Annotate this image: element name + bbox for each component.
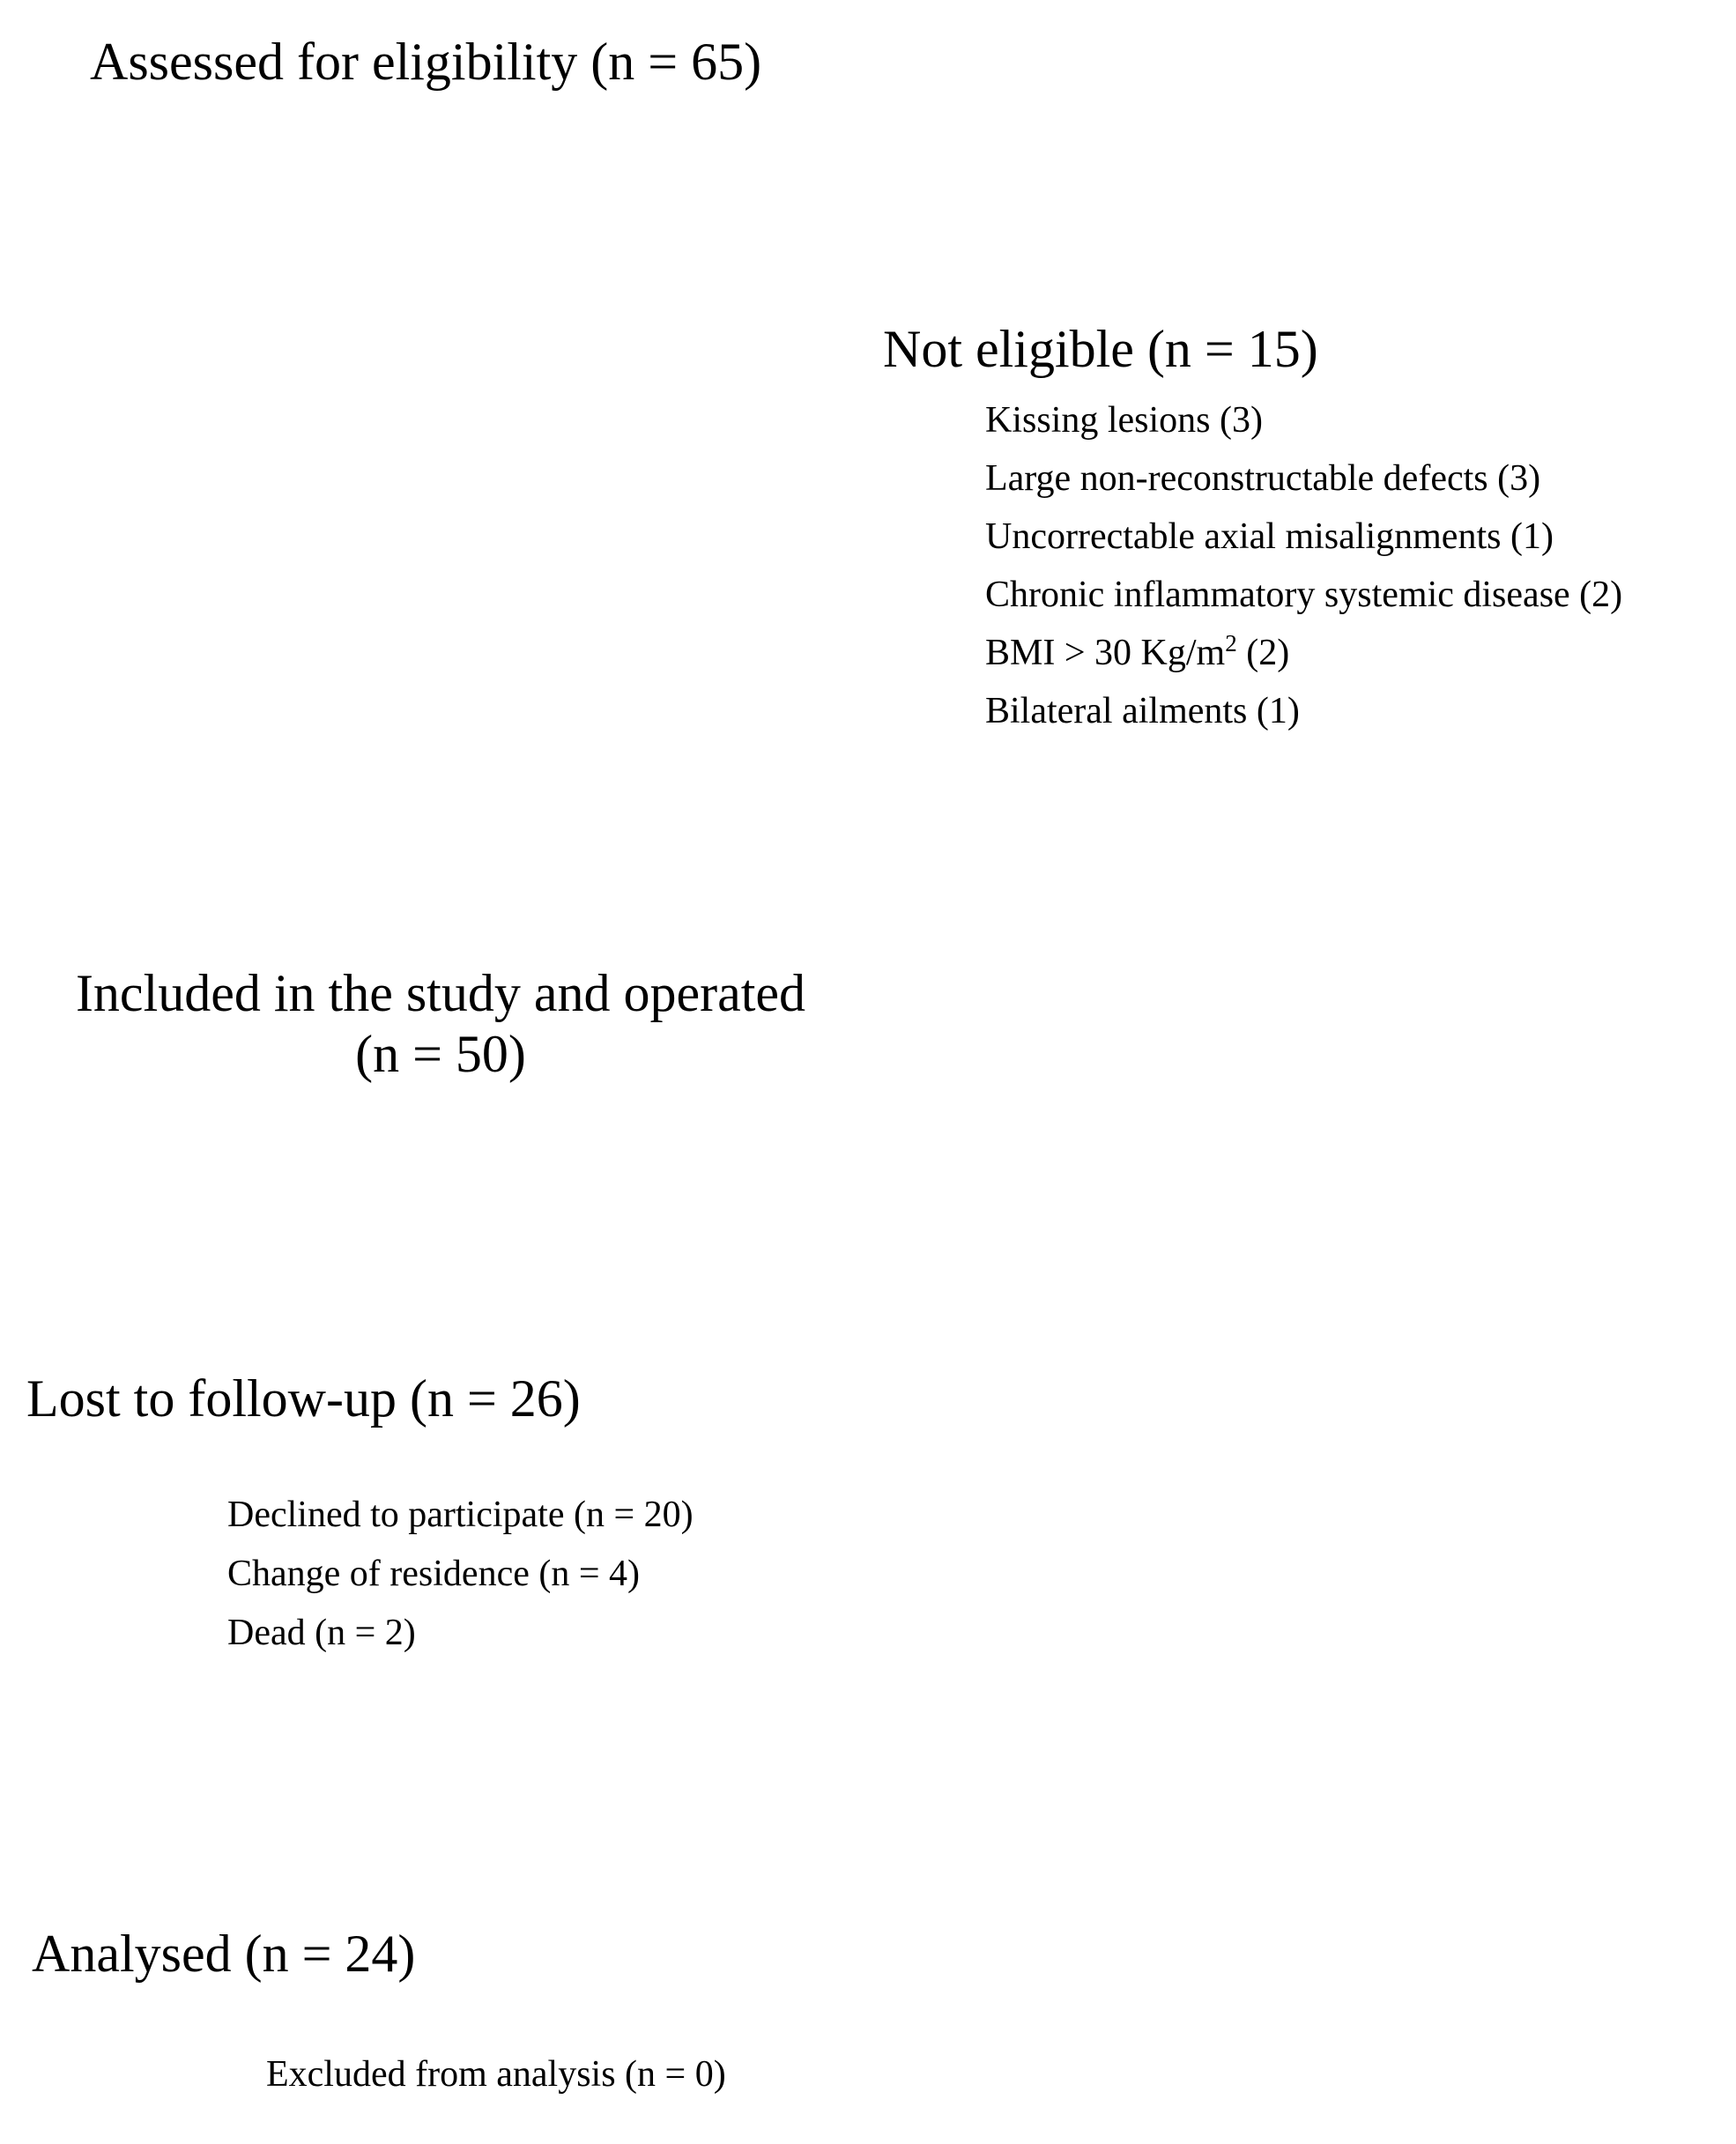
reason-kissing-lesions: Kissing lesions (3) [985,400,1263,441]
not-eligible-box [883,319,1318,380]
excluded-from-analysis [266,2053,726,2096]
excluded-label: Excluded from analysis (n = 0) [266,2054,726,2095]
reason-bmi [985,624,1622,682]
lost-reasons-list [227,1486,694,1663]
reason-large-defects: Large non-reconstructable defects (3) [985,458,1541,499]
reason-change-of-residence: Change of residence (n = 4) [227,1554,641,1594]
included-label: Included in the study and operated [75,964,806,1022]
assessed-for-eligibility-box [90,32,761,93]
not-eligible-title: Not eligible (n = 15) [883,320,1318,378]
not-eligible-reasons-list [985,391,1622,740]
reason-bmi-count: (2) [1236,633,1290,673]
reason-declined: Declined to participate (n = 20) [227,1495,694,1535]
reason-axial-misalignments: Uncorrectable axial misalignments (1) [985,516,1554,557]
reason-inflammatory-disease: Chronic inflammatory systemic disease (2) [985,575,1623,615]
included-box [53,963,828,1085]
analysed-label: Analysed (n = 24) [32,1925,416,1983]
analysed-box [32,1924,415,1984]
assessed-label: Assessed for eligibility (n = 65) [90,33,762,91]
reason-bilateral-ailments: Bilateral ailments (1) [985,691,1300,731]
lost-title: Lost to follow-up (n = 26) [26,1369,581,1428]
reason-bmi-superscript: 2 [1225,630,1237,657]
included-count: (n = 50) [355,1025,526,1083]
reason-dead: Dead (n = 2) [227,1613,416,1653]
lost-to-follow-up-box [26,1369,581,1429]
reason-bmi-text: BMI > 30 Kg/m [985,633,1226,673]
